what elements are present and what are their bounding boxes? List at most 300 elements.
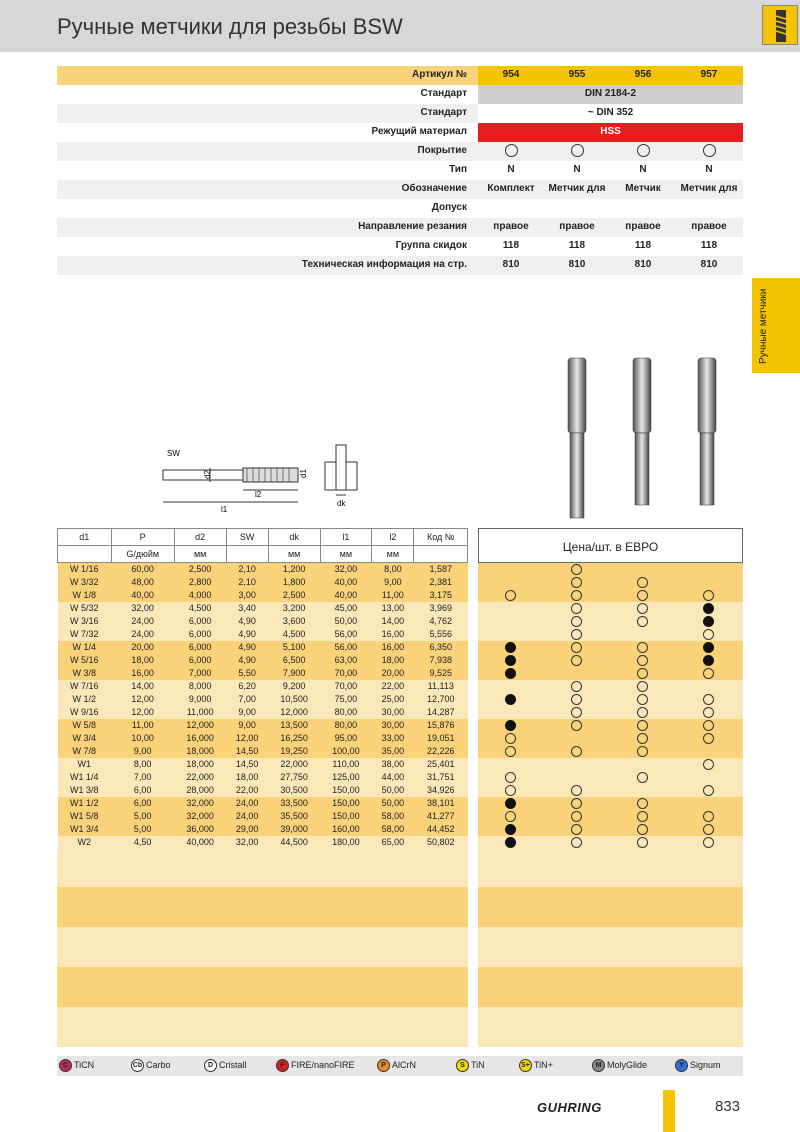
stock-open-icon (637, 811, 648, 822)
column-unit: мм (320, 546, 372, 563)
uncoated-icon (610, 145, 676, 160)
spec-row (57, 161, 743, 180)
table-cell: 27,750 (280, 772, 308, 782)
stock-open-icon (505, 785, 516, 796)
legend-label: MolyGlide (607, 1059, 648, 1070)
price-row (478, 589, 743, 602)
stock-filled-icon (505, 824, 516, 835)
table-row (58, 784, 468, 797)
stock-open-icon (637, 590, 648, 601)
spec-value: N (639, 164, 647, 175)
table-cell: 2,10 (238, 577, 256, 587)
stock-open-icon (571, 629, 582, 640)
legend-label: FIRE/nanoFIRE (291, 1059, 355, 1070)
legend-item (675, 1059, 721, 1072)
spec-label: Стандарт (420, 107, 467, 118)
stock-filled-icon (505, 655, 516, 666)
table-cell: 1,200 (282, 564, 306, 575)
table-cell: 3,175 (429, 590, 452, 600)
empty-band (57, 849, 468, 887)
stock-open-icon (703, 720, 714, 731)
price-row (478, 667, 743, 680)
table-cell: W1 3/4 (70, 824, 99, 834)
price-row (478, 693, 743, 706)
table-cell: 4,500 (188, 603, 212, 613)
table-cell: 16,250 (280, 733, 308, 743)
spec-label: Группа скидок (395, 240, 467, 251)
table-cell: 20,00 (131, 642, 154, 652)
table-cell: 36,000 (186, 824, 214, 834)
table-cell: 22,00 (381, 681, 405, 691)
price-row (478, 784, 743, 797)
table-row (58, 719, 468, 732)
table-cell: 2,10 (238, 564, 256, 575)
spec-value: 118 (634, 240, 652, 251)
table-cell: 32,000 (186, 811, 214, 821)
table-cell: 18,00 (235, 772, 259, 782)
table-cell: 9,00 (384, 577, 402, 587)
table-cell: 20,00 (381, 668, 405, 678)
table-cell: 4,90 (238, 616, 256, 626)
stock-open-icon (637, 733, 648, 744)
coating-badge-icon: P (377, 1059, 390, 1072)
table-cell: 4,90 (238, 655, 256, 665)
stock-open-icon (703, 733, 714, 744)
legend-label: TiN+ (534, 1059, 553, 1070)
table-cell: 60,00 (131, 564, 154, 575)
spec-label: Тип (449, 164, 467, 175)
spec-value: правое (691, 221, 727, 232)
table-cell: 40,00 (334, 590, 358, 600)
spec-value: 810 (568, 259, 586, 270)
tap-photo (545, 350, 740, 525)
table-cell: 11,00 (131, 720, 154, 730)
diagram-label-dk: dk (337, 499, 346, 508)
empty-band (478, 967, 743, 1007)
table-cell: 25,401 (426, 759, 455, 769)
side-tab-label: Ручные метчики (758, 288, 769, 364)
diagram-label-sw: SW (167, 449, 180, 458)
table-cell: 14,50 (235, 746, 259, 756)
table-cell: 13,500 (280, 720, 308, 730)
brand-logo: GUHRING (537, 1100, 602, 1115)
table-cell: 4,762 (429, 616, 452, 626)
stock-filled-icon (505, 837, 516, 848)
legend-label: TiN (471, 1059, 485, 1070)
table-cell: 150,00 (332, 811, 360, 821)
legend-label: Cristall (219, 1059, 247, 1070)
column-header: d2 (174, 529, 226, 546)
spec-row (57, 123, 743, 142)
column-header: Код № (414, 529, 468, 546)
table-cell: 14,287 (426, 707, 455, 717)
table-cell: 32,00 (131, 603, 154, 613)
table-cell: 5,50 (238, 668, 256, 678)
table-cell: 41,277 (426, 811, 455, 821)
table-cell: W 3/8 (72, 668, 97, 678)
spec-value: 810 (502, 259, 520, 270)
table-cell: 38,101 (426, 798, 455, 808)
price-row (478, 745, 743, 758)
stock-open-icon (637, 681, 648, 692)
spec-value: 118 (568, 240, 586, 251)
diagram-label-d1: d1 (299, 469, 308, 478)
table-cell: 6,20 (238, 681, 256, 691)
table-row (58, 771, 468, 784)
table-cell: W2 (77, 837, 92, 847)
price-header: Цена/шт. в ЕВРО (478, 528, 743, 563)
table-cell: 70,00 (334, 668, 358, 678)
spec-value: правое (625, 221, 661, 232)
spec-row (57, 218, 743, 237)
table-units-row (58, 546, 468, 563)
column-header: l2 (372, 529, 414, 546)
table-cell: 110,00 (332, 759, 360, 769)
legend-item (377, 1059, 416, 1072)
stock-filled-icon (703, 603, 714, 614)
table-row (58, 745, 468, 758)
legend-item (204, 1059, 247, 1072)
empty-band (478, 849, 743, 887)
table-cell: 6,000 (188, 616, 212, 626)
table-cell: 50,802 (426, 837, 455, 847)
spec-table (57, 66, 743, 275)
table-cell: 56,00 (334, 629, 358, 639)
table-cell: 5,100 (282, 642, 306, 652)
coating-badge-icon: Y (675, 1059, 688, 1072)
stock-open-icon (505, 746, 516, 757)
empty-band (478, 927, 743, 967)
table-cell: 180,00 (332, 837, 360, 847)
price-panel (478, 528, 743, 1047)
table-cell: 5,00 (133, 811, 152, 821)
table-cell: 40,00 (334, 577, 358, 587)
spec-value: правое (559, 221, 595, 232)
column-unit: G/дюйм (111, 546, 174, 563)
table-cell: 70,00 (334, 681, 358, 691)
legend-item (519, 1059, 553, 1072)
table-cell: 5,00 (133, 824, 152, 834)
empty-band (478, 1007, 743, 1047)
table-cell: 39,000 (280, 824, 308, 834)
table-cell: 40,00 (131, 590, 154, 600)
price-row (478, 615, 743, 628)
price-row (478, 719, 743, 732)
table-row (58, 797, 468, 810)
table-cell: 8,000 (188, 681, 212, 691)
empty-band (57, 967, 468, 1007)
table-cell: W1 (77, 759, 92, 769)
table-cell: 50,00 (334, 616, 358, 626)
coating-badge-icon: M (592, 1059, 605, 1072)
legend-item (276, 1059, 355, 1072)
price-row (478, 628, 743, 641)
stock-open-icon (571, 577, 582, 588)
price-row (478, 732, 743, 745)
coating-badge-icon: F (276, 1059, 289, 1072)
table-cell: 4,000 (188, 590, 212, 600)
uncoated-icon (676, 145, 742, 160)
table-cell: W 7/32 (70, 629, 99, 639)
table-cell: 160,00 (332, 824, 360, 834)
stock-open-icon (703, 837, 714, 848)
coating-badge-icon: S+ (519, 1059, 532, 1072)
table-cell: 4,90 (238, 642, 256, 652)
stock-open-icon (703, 811, 714, 822)
spec-row (57, 180, 743, 199)
article-number: 956 (634, 69, 652, 80)
table-cell: 18,000 (186, 746, 214, 756)
spec-span-value: ~ DIN 352 (478, 104, 743, 123)
table-cell: 12,00 (235, 733, 259, 743)
diagram-label-l2: l2 (255, 490, 262, 499)
table-cell: 4,90 (238, 629, 256, 639)
tap-icon (762, 5, 798, 45)
stock-open-icon (505, 733, 516, 744)
table-cell: 65,00 (381, 837, 405, 847)
article-number: 954 (502, 69, 520, 80)
tap-dimension-diagram (155, 440, 375, 520)
stock-open-icon (637, 746, 648, 757)
table-cell: 150,00 (332, 785, 360, 795)
empty-band (57, 927, 468, 967)
diagram-label-d2: d2 (203, 470, 212, 479)
legend-item (59, 1059, 94, 1072)
table-cell: 2,381 (429, 577, 452, 587)
stock-open-icon (571, 603, 582, 614)
table-cell: 7,000 (188, 668, 212, 678)
table-cell: 24,00 (235, 811, 259, 821)
table-cell: 3,600 (282, 616, 306, 626)
table-cell: 4,50 (133, 837, 152, 847)
table-cell: 9,525 (429, 668, 452, 678)
dimension-table (57, 528, 468, 1047)
table-row (58, 576, 468, 589)
table-cell: 31,751 (426, 772, 455, 782)
table-cell: 75,00 (334, 694, 358, 704)
spec-span-value: HSS (478, 123, 743, 142)
table-cell: 100,00 (332, 746, 360, 756)
table-cell: 22,226 (426, 746, 455, 756)
table-row (58, 628, 468, 641)
table-cell: 50,00 (381, 798, 405, 808)
table-cell: W 5/16 (70, 655, 99, 665)
table-cell: 14,00 (131, 681, 154, 691)
spec-value: Метчик для (548, 183, 606, 194)
table-cell: W 9/16 (70, 707, 99, 717)
coating-legend (57, 1056, 743, 1076)
table-row (58, 823, 468, 836)
table-cell: 35,500 (280, 811, 308, 821)
coating-badge-icon: D (204, 1059, 217, 1072)
table-cell: 16,00 (381, 642, 405, 652)
table-cell: 6,000 (188, 629, 212, 639)
table-cell: W1 1/4 (70, 772, 99, 782)
spec-row (57, 85, 743, 104)
table-cell: 80,00 (334, 720, 358, 730)
stock-open-icon (703, 694, 714, 705)
spec-row (57, 199, 743, 218)
table-cell: 33,500 (280, 798, 308, 808)
table-cell: W 3/16 (70, 616, 99, 626)
spec-row (57, 142, 743, 161)
table-cell: 6,500 (282, 655, 306, 665)
legend-label: Carbo (146, 1059, 171, 1070)
table-cell: 44,00 (381, 772, 405, 782)
stock-open-icon (637, 668, 648, 679)
price-row (478, 706, 743, 719)
table-cell: 7,00 (133, 772, 152, 782)
table-row (58, 602, 468, 615)
table-cell: 24,00 (235, 798, 259, 808)
table-cell: 3,40 (238, 603, 256, 613)
table-cell: 22,000 (280, 759, 308, 769)
spec-value: Метчик (625, 183, 661, 194)
stock-open-icon (571, 694, 582, 705)
stock-open-icon (637, 772, 648, 783)
table-row (58, 680, 468, 693)
stock-filled-icon (505, 642, 516, 653)
spec-label: Обозначение (401, 183, 467, 194)
table-cell: 44,500 (280, 837, 308, 847)
stock-filled-icon (505, 694, 516, 705)
table-cell: 56,00 (334, 642, 358, 652)
page-footer (0, 1090, 800, 1132)
table-cell: W 3/4 (72, 733, 97, 743)
table-cell: 3,969 (429, 603, 452, 613)
stock-filled-icon (505, 720, 516, 731)
stock-open-icon (571, 616, 582, 627)
table-cell: 6,00 (133, 785, 152, 795)
stock-open-icon (637, 577, 648, 588)
price-row (478, 602, 743, 615)
stock-open-icon (571, 824, 582, 835)
legend-item (456, 1059, 485, 1072)
table-cell: 30,00 (381, 707, 405, 717)
price-row (478, 771, 743, 784)
table-cell: 6,00 (133, 798, 152, 808)
price-row (478, 823, 743, 836)
column-header: l1 (320, 529, 372, 546)
table-cell: W1 3/8 (70, 785, 99, 795)
table-cell: 19,250 (280, 746, 308, 756)
stock-open-icon (637, 720, 648, 731)
table-cell: 24,00 (131, 616, 154, 626)
stock-open-icon (703, 668, 714, 679)
table-cell: 6,000 (188, 655, 212, 665)
stock-open-icon (703, 590, 714, 601)
spec-label: Артикул № (412, 69, 467, 80)
column-unit (226, 546, 268, 563)
table-row (58, 706, 468, 719)
column-header: d1 (58, 529, 112, 546)
column-unit (58, 546, 112, 563)
stock-open-icon (703, 707, 714, 718)
table-cell: 33,00 (381, 733, 405, 743)
table-cell: 8,00 (384, 564, 402, 575)
legend-item (592, 1059, 647, 1072)
spec-value: правое (493, 221, 529, 232)
table-cell: 18,000 (186, 759, 214, 769)
table-cell: 11,113 (427, 681, 454, 691)
uncoated-icon (544, 145, 610, 160)
spec-value: 118 (502, 240, 520, 251)
side-tab (752, 278, 800, 373)
column-header: SW (226, 529, 268, 546)
stock-open-icon (571, 811, 582, 822)
table-cell: W 1/8 (72, 590, 97, 600)
stock-open-icon (571, 642, 582, 653)
table-cell: 58,00 (381, 824, 405, 834)
table-cell: W 1/2 (72, 694, 97, 704)
table-cell: 8,00 (133, 759, 152, 769)
price-row (478, 758, 743, 771)
stock-open-icon (571, 655, 582, 666)
table-cell: 19,051 (426, 733, 455, 743)
price-row (478, 680, 743, 693)
table-row (58, 693, 468, 706)
stock-open-icon (637, 603, 648, 614)
table-cell: W 5/8 (72, 720, 97, 730)
table-cell: 9,200 (282, 681, 306, 691)
table-cell: 3,200 (282, 603, 306, 613)
table-cell: 10,500 (280, 694, 308, 704)
price-row (478, 797, 743, 810)
spec-row (57, 66, 743, 85)
column-unit: мм (268, 546, 320, 563)
table-cell: 125,00 (332, 772, 360, 782)
diagram-label-l1: l1 (221, 505, 228, 514)
table-cell: 14,50 (235, 759, 259, 769)
column-unit: мм (372, 546, 414, 563)
spec-value: 810 (700, 259, 718, 270)
table-cell: 1,587 (429, 564, 452, 575)
table-row (58, 836, 468, 849)
table-cell: W 5/32 (70, 603, 99, 613)
stock-open-icon (637, 824, 648, 835)
price-row (478, 654, 743, 667)
stock-open-icon (571, 785, 582, 796)
spec-label: Допуск (431, 202, 467, 213)
table-cell: 14,00 (381, 616, 405, 626)
table-cell: 44,452 (426, 824, 455, 834)
table-row (58, 667, 468, 680)
stock-filled-icon (703, 642, 714, 653)
table-cell: 2,800 (188, 577, 212, 587)
stock-open-icon (703, 824, 714, 835)
table-row (58, 563, 468, 576)
coating-badge-icon: Cb (131, 1059, 144, 1072)
stock-open-icon (505, 772, 516, 783)
spec-value: Метчик для (680, 183, 738, 194)
table-cell: 12,00 (131, 707, 154, 717)
table-cell: 35,00 (381, 746, 405, 756)
stock-open-icon (703, 785, 714, 796)
price-row (478, 563, 743, 576)
empty-band (57, 887, 468, 927)
spec-label: Покрытие (417, 145, 467, 156)
table-row (58, 589, 468, 602)
column-header: P (111, 529, 174, 546)
stock-open-icon (571, 837, 582, 848)
price-row (478, 641, 743, 654)
table-cell: W1 5/8 (70, 811, 99, 821)
stock-open-icon (571, 798, 582, 809)
table-cell: 58,00 (381, 811, 405, 821)
table-cell: 38,00 (381, 759, 405, 769)
table-cell: 95,00 (334, 733, 358, 743)
table-cell: 28,000 (186, 785, 214, 795)
